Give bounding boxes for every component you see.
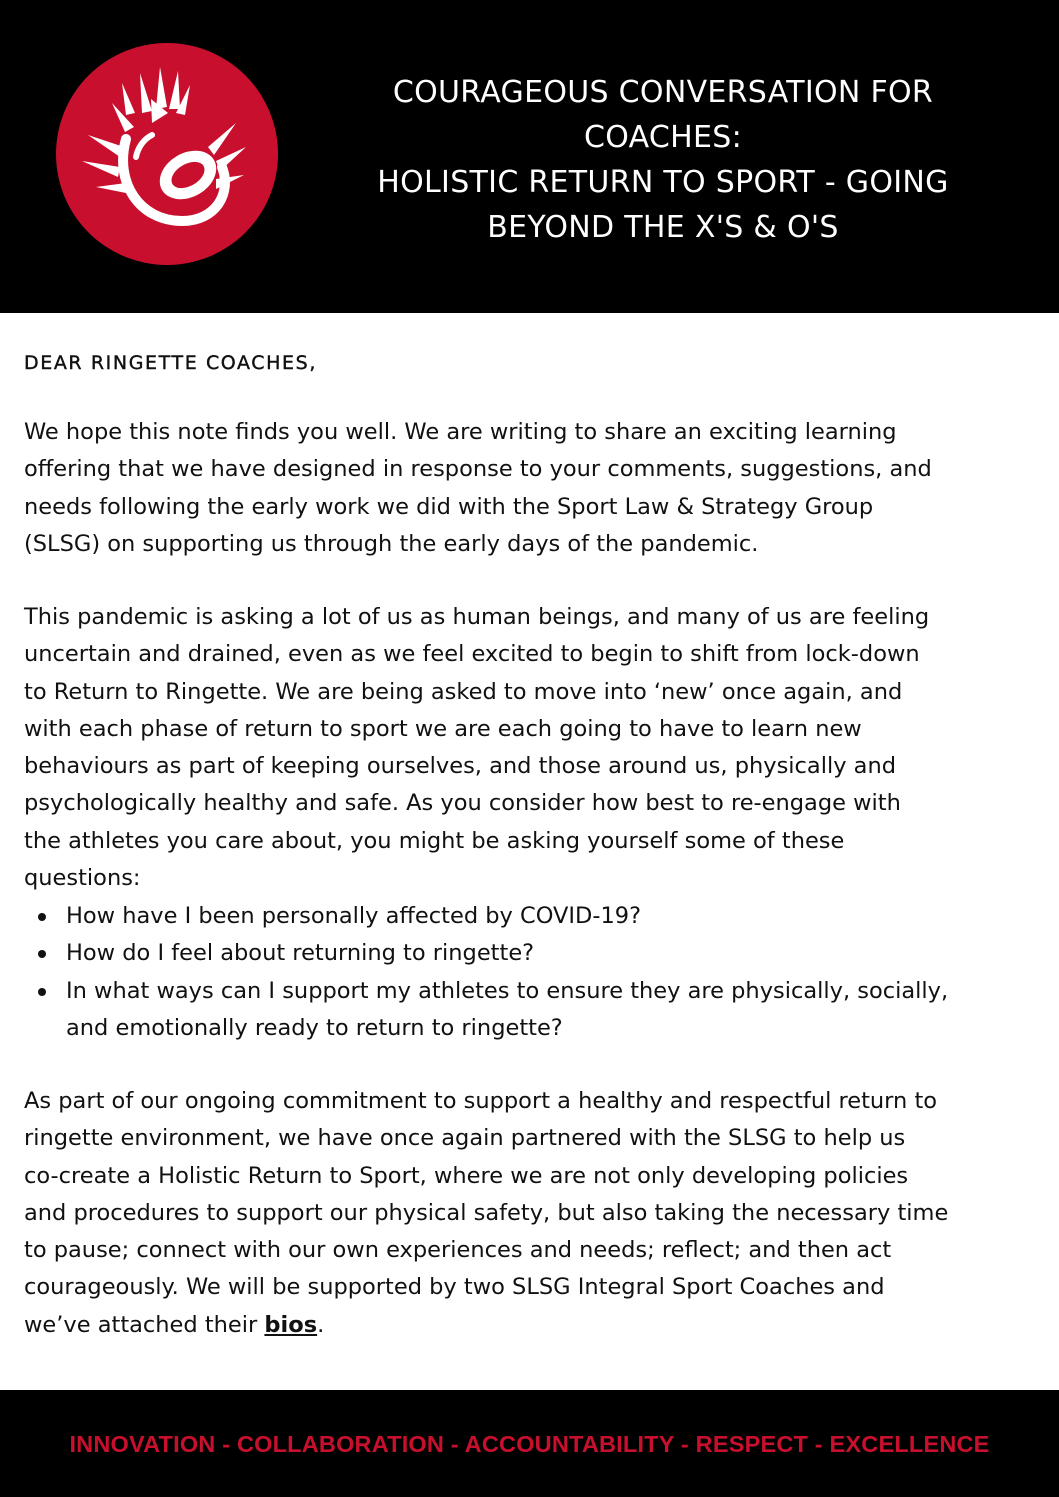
page-footer bbox=[0, 1390, 1059, 1497]
values-banner: INNOVATION - COLLABORATION - ACCOUNTABILITY - RESPECT - EXCELLENCE bbox=[69, 1431, 990, 1457]
text-line: How have I been personally affected by COVID-19? bbox=[66, 903, 642, 929]
text-line: How do I feel about returning to ringette? bbox=[66, 940, 535, 967]
text-line: uncertain and drained, even as we feel excited to begin to shift from lock-down bbox=[24, 641, 920, 668]
page-title bbox=[318, 70, 1008, 250]
text-line: with each phase of return to sport we are each going to have to learn new bbox=[24, 715, 862, 742]
title-line: HOLISTIC RETURN TO SPORT - GOING bbox=[377, 165, 949, 200]
text-line: (SLSG) on supporting us through the early days of the pandemic. bbox=[24, 530, 759, 557]
bios-link[interactable]: bios bbox=[264, 1311, 318, 1338]
list-item bbox=[24, 898, 1034, 935]
text-line: co-create a Holistic Return to Sport, where we are not only developing policies bbox=[24, 1162, 909, 1189]
text-line: We hope this note finds you well. We are writing to share an exciting learning bbox=[24, 419, 897, 445]
text-line: the athletes you care about, you might be asking yourself some of these bbox=[24, 827, 845, 854]
list-item bbox=[24, 935, 1034, 972]
pandemic-paragraph bbox=[24, 599, 1034, 897]
text-line: and procedures to support our physical safety, but also taking the necessary time bbox=[24, 1199, 949, 1226]
text-line: psychologically healthy and safe. As you consider how best to re-engage with bbox=[24, 790, 901, 817]
text-line: ringette environment, we have once again partnered with the SLSG to help us bbox=[24, 1125, 906, 1152]
title-line: COACHES: bbox=[583, 120, 743, 155]
salutation: DEAR RINGETTE COACHES, bbox=[24, 352, 317, 374]
text-line: offering that we have designed in response to your comments, suggestions, and bbox=[24, 456, 932, 483]
title-line: COURAGEOUS CONVERSATION FOR bbox=[392, 75, 934, 110]
title-line: BEYOND THE X'S & O'S bbox=[487, 210, 839, 245]
text-line: As part of our ongoing commitment to support a healthy and respectful return to bbox=[24, 1088, 938, 1114]
ringette-canada-logo-icon bbox=[56, 43, 278, 265]
text-line bbox=[24, 1307, 1034, 1344]
questions-list bbox=[24, 898, 1034, 1047]
intro-paragraph bbox=[24, 414, 1034, 563]
text-line: to pause; connect with our own experiences and needs; reflect; and then act bbox=[24, 1237, 892, 1264]
text-line: to Return to Ringette. We are being asked to move into ‘new’ once again, and bbox=[24, 678, 903, 705]
text-line: and emotionally ready to return to ringette? bbox=[66, 1014, 563, 1041]
text-line: behaviours as part of keeping ourselves, and those around us, physically and bbox=[24, 753, 896, 780]
text-line: needs following the early work we did with the Sport Law & Strategy Group bbox=[24, 493, 874, 520]
partnership-paragraph bbox=[24, 1083, 1034, 1344]
text-fragment: we’ve attached their bbox=[24, 1311, 265, 1338]
text-line: In what ways can I support my athletes to ensure they are physically, socially, bbox=[66, 977, 949, 1004]
text-line: This pandemic is asking a lot of us as human beings, and many of us are feeling bbox=[24, 604, 930, 630]
list-item bbox=[24, 973, 1034, 1048]
page-header bbox=[0, 0, 1059, 313]
text-line: questions: bbox=[24, 865, 141, 892]
text-fragment: . bbox=[317, 1311, 325, 1338]
text-line: courageously. We will be supported by two SLSG Integral Sport Coaches and bbox=[24, 1274, 885, 1301]
